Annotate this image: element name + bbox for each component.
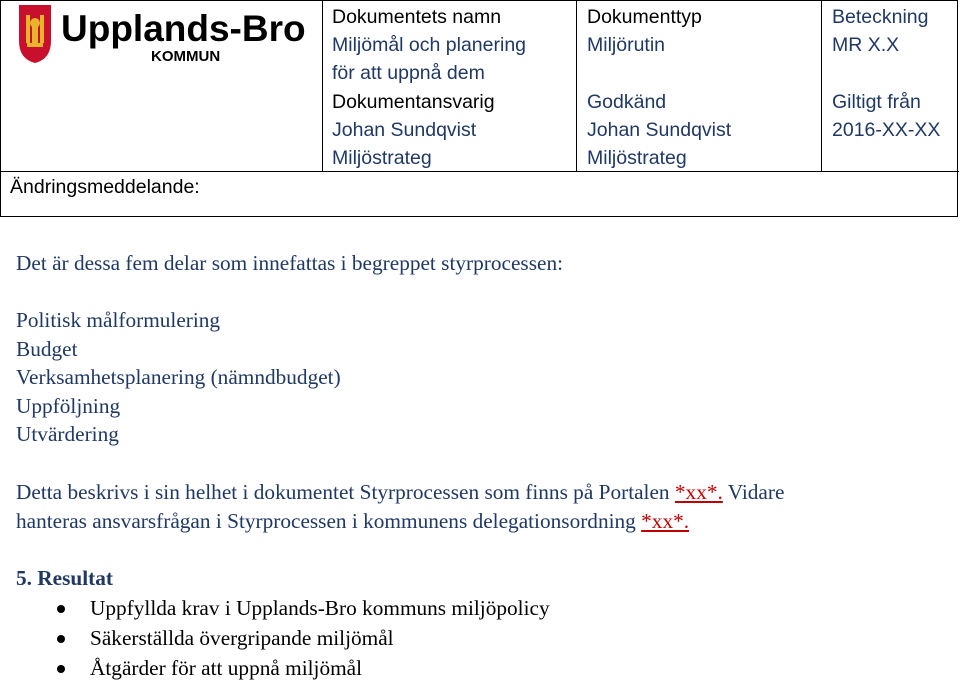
logo-subtitle: KOMMUN [151, 48, 221, 65]
bullet-icon [57, 605, 65, 613]
part-item: Verksamhetsplanering (nämndbudget) [16, 365, 341, 389]
designation-value: MR X.X [832, 34, 900, 56]
designation-label: Beteckning [832, 6, 929, 28]
intro-text: Det är dessa fem delar som innefattas i begreppet styrprocessen: [16, 251, 564, 275]
valid-from-value: 2016-XX-XX [832, 119, 941, 141]
approved-cell [587, 88, 731, 172]
approved-name: Johan Sundqvist [587, 119, 732, 141]
document-header-table [0, 0, 958, 217]
part-item: Budget [16, 337, 78, 361]
approved-title: Miljöstrateg [587, 147, 687, 169]
part-item: Utvärdering [16, 422, 119, 446]
result-item: Åtgärder för att uppnå miljömål [90, 656, 363, 680]
part-item: Politisk målformulering [16, 308, 221, 332]
valid-from-cell [832, 88, 940, 144]
doc-owner-label: Dokumentansvarig [332, 91, 495, 113]
doc-owner-title: Miljöstrateg [332, 147, 432, 169]
portal-link[interactable]: *xx*. [674, 480, 723, 504]
valid-from-label: Giltigt från [832, 91, 921, 113]
approved-label: Godkänd [587, 91, 667, 113]
doc-name-label: Dokumentets namn [332, 6, 502, 28]
column-divider [322, 1, 323, 171]
upplands-bro-logo [17, 3, 317, 65]
doc-name-value-cont: för att uppnå dem [332, 62, 485, 84]
description-text: Detta beskrivs i sin helhet i dokumentet Styrprocessen som finns på Portalen [16, 480, 675, 504]
designation-cell [832, 3, 928, 59]
part-item: Uppföljning [16, 394, 121, 418]
section-heading-results: 5. Resultat [16, 566, 114, 590]
column-divider [821, 1, 822, 171]
change-message-label: Ändringsmeddelande: [10, 176, 200, 198]
delegation-link[interactable]: *xx*. [641, 509, 690, 533]
result-item: Uppfyllda krav i Upplands-Bro kommuns miljöpolicy [90, 596, 550, 620]
description-paragraph-line-2 [16, 507, 689, 536]
doc-type-label: Dokumenttyp [587, 6, 702, 28]
bullet-icon [57, 665, 65, 673]
description-text: hanteras ansvarsfrågan i Styrprocessen i kommunens delegationsordning [16, 509, 642, 533]
doc-owner-name: Johan Sundqvist [332, 119, 477, 141]
logo-name: Upplands-Bro [61, 8, 306, 49]
description-paragraph-line-1 [16, 478, 784, 507]
bullet-icon [57, 635, 65, 643]
doc-name-value: Miljömål och planering [332, 34, 527, 56]
description-text: Vidare [722, 480, 785, 504]
doc-type-value: Miljörutin [587, 34, 666, 56]
result-item: Säkerställda övergripande miljömål [90, 626, 394, 650]
doc-type-cell [587, 3, 702, 59]
doc-name-cell [332, 3, 526, 87]
doc-owner-cell [332, 88, 495, 172]
column-divider [576, 1, 577, 171]
